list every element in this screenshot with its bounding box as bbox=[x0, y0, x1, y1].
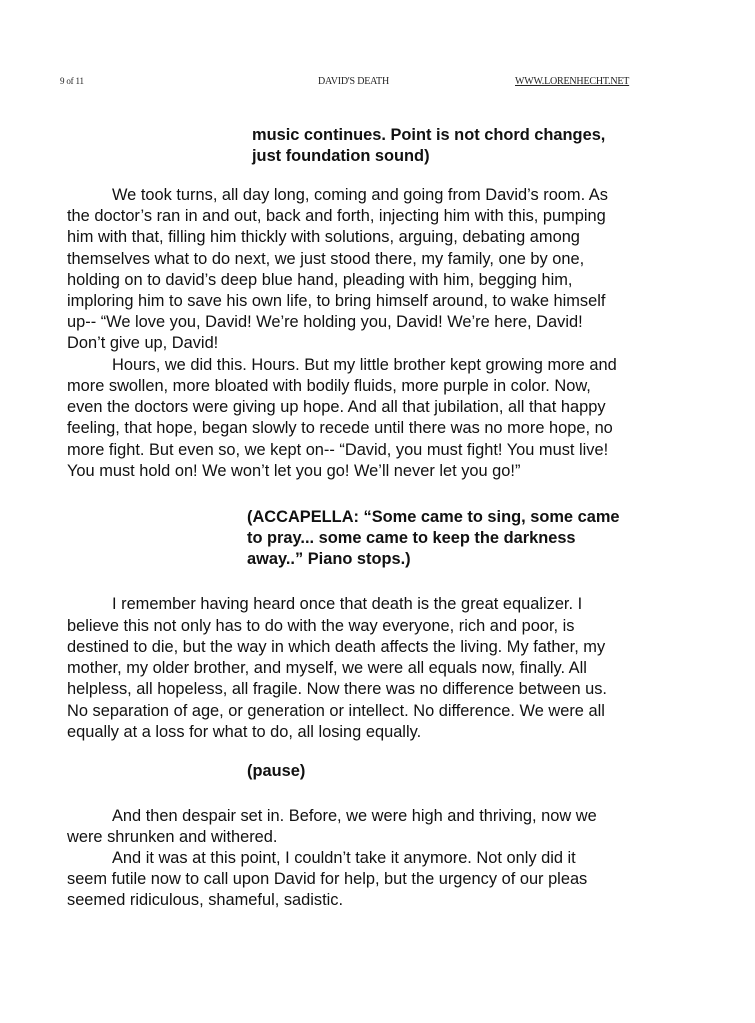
paragraph-line: seem futile now to call upon David for help, but the urgency of our pleas bbox=[67, 870, 588, 888]
page-header bbox=[0, 76, 755, 90]
paragraph-line: more fight. But even so, we kept on-- “David, you must fight! You must live! bbox=[67, 441, 609, 459]
stage-direction-pause: (pause) bbox=[247, 762, 306, 780]
direction-line: (ACCAPELLA: “Some came to sing, some came bbox=[247, 508, 620, 526]
paragraph-line: imploring him to save his own life, to bring himself around, to wake himself bbox=[67, 292, 606, 310]
direction-line: music continues. Point is not chord changes, bbox=[252, 126, 606, 144]
paragraph-line: feeling, that hope, began slowly to recede until there was no more hope, no bbox=[67, 419, 613, 437]
paragraph-line: Don’t give up, David! bbox=[67, 334, 219, 352]
paragraph-line: were shrunken and withered. bbox=[67, 828, 278, 846]
paragraph-line: And it was at this point, I couldn’t take it anymore. Not only did it bbox=[112, 849, 576, 867]
paragraph-line: mother, my older brother, and myself, we were all equals now, finally. All bbox=[67, 659, 587, 677]
paragraph-line: We took turns, all day long, coming and going from David’s room. As bbox=[112, 186, 608, 204]
paragraph-line: even the doctors were giving up hope. And all that jubilation, all that happy bbox=[67, 398, 606, 416]
paragraph-line: more swollen, more bloated with bodily fluids, more purple in color. Now, bbox=[67, 377, 591, 395]
paragraph-line: believe this not only has to do with the way everyone, rich and poor, is bbox=[67, 617, 575, 635]
paragraph-line: No separation of age, or generation or intellect. No difference. We were all bbox=[67, 702, 605, 720]
direction-line: to pray... some came to keep the darkness bbox=[247, 529, 576, 547]
paragraph-line: holding on to david’s deep blue hand, pleading with him, begging him, bbox=[67, 271, 573, 289]
direction-line: away..” Piano stops.) bbox=[247, 550, 411, 568]
paragraph-line: And then despair set in. Before, we were high and thriving, now we bbox=[112, 807, 597, 825]
paragraph-line: him with that, filling him thickly with solutions, arguing, debating among bbox=[67, 228, 580, 246]
paragraph-line: seemed ridiculous, shameful, sadistic. bbox=[67, 891, 344, 909]
paragraph-line: I remember having heard once that death is the great equalizer. I bbox=[112, 595, 583, 613]
paragraph-line: up-- “We love you, David! We’re holding you, David! We’re here, David! bbox=[67, 313, 583, 331]
paragraph-line: the doctor’s ran in and out, back and forth, injecting him with this, pumping bbox=[67, 207, 606, 225]
website-link[interactable]: WWW.LORENHECHT.NET bbox=[515, 76, 630, 87]
paragraph-line: You must hold on! We won’t let you go! We’ll never let you go!” bbox=[67, 462, 521, 480]
page-indicator: 9 of 11 bbox=[60, 76, 84, 86]
direction-line: just foundation sound) bbox=[252, 147, 430, 165]
paragraph-line: Hours, we did this. Hours. But my little brother kept growing more and bbox=[112, 356, 617, 374]
paragraph-line: destined to die, but the way in which death affects the living. My father, my bbox=[67, 638, 606, 656]
paragraph-line: helpless, all hopeless, all fragile. Now there was no difference between us. bbox=[67, 680, 607, 698]
document-title: DAVID'S DEATH bbox=[318, 76, 389, 87]
paragraph-line: themselves what to do next, we just stood there, my family, one by one, bbox=[67, 250, 585, 268]
paragraph-line: equally at a loss for what to do, all losing equally. bbox=[67, 723, 422, 741]
